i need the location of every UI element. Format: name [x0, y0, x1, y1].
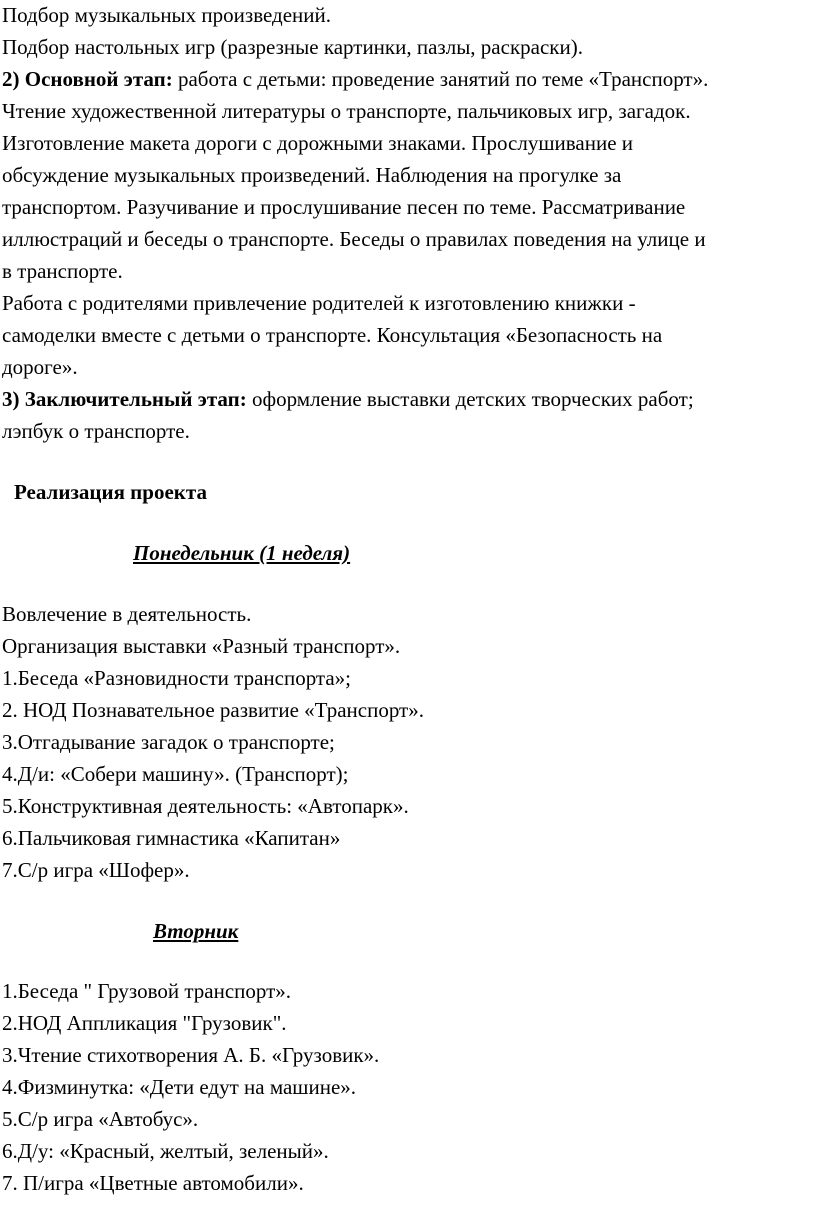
main-stage-first-line [2, 63, 708, 95]
tuesday-item: 6.Д/у: «Красный, желтый, зеленый». [2, 1139, 329, 1163]
monday-item: 4.Д/и: «Собери машину». (Транспорт); [2, 762, 349, 786]
main-stage-line: иллюстраций и беседы о транспорте. Беседы о правилах поведения на улице и [2, 227, 706, 251]
main-stage-line: в транспорте. [2, 259, 123, 283]
main-stage-line: Чтение художественной литературы о транспорте, пальчиковых игр, загадок. [2, 99, 691, 123]
tuesday-title: Вторник [153, 919, 239, 943]
monday-item: Вовлечение в деятельность. [2, 602, 252, 626]
monday-title: Понедельник (1 неделя) [133, 541, 351, 565]
monday-item: 2. НОД Познавательное развитие «Транспорт». [2, 698, 424, 722]
tuesday-item: 1.Беседа " Грузовой транспорт». [2, 979, 292, 1003]
monday-item: 1.Беседа «Разновидности транспорта»; [2, 666, 352, 690]
main-stage-line: Работа с родителями привлечение родителей к изготовлению книжки - [2, 291, 636, 315]
monday-item: 7.С/р игра «Шофер». [2, 858, 190, 882]
monday-item: Организация выставки «Разный транспорт». [2, 634, 401, 658]
monday-item: 3.Отгадывание загадок о транспорте; [2, 730, 335, 754]
main-stage-line: дороге». [2, 355, 78, 379]
main-stage-line: Изготовление макета дороги с дорожными знаками. Прослушивание и [2, 131, 634, 155]
final-stage-first-line [2, 383, 694, 415]
tuesday-item: 7. П/игра «Цветные автомобили». [2, 1171, 304, 1195]
monday-item: 6.Пальчиковая гимнастика «Капитан» [2, 826, 341, 850]
monday-item: 5.Конструктивная деятельность: «Автопарк». [2, 794, 409, 818]
final-stage-text: оформление выставки детских творческих работ; [246, 387, 694, 411]
final-stage-label: 3) Заключительный этап: [2, 387, 247, 411]
tuesday-item: 4.Физминутка: «Дети едут на машине». [2, 1075, 357, 1099]
prep-line: Подбор настольных игр (разрезные картинки, пазлы, раскраски). [2, 35, 583, 59]
main-stage-text: работа с детьми: проведение занятий по теме «Транспорт». [172, 67, 709, 91]
tuesday-item: 2.НОД Аппликация "Грузовик". [2, 1011, 287, 1035]
tuesday-item: 5.С/р игра «Автобус». [2, 1107, 199, 1131]
prep-line: Подбор музыкальных произведений. [2, 3, 331, 27]
main-stage-line: самоделки вместе с детьми о транспорте. Консультация «Безопасность на [2, 323, 663, 347]
tuesday-item: 3.Чтение стихотворения А. Б. «Грузовик». [2, 1043, 380, 1067]
final-stage-line: лэпбук о транспорте. [2, 419, 190, 443]
main-stage-label: 2) Основной этап: [2, 67, 173, 91]
section-title: Реализация проекта [14, 480, 207, 504]
main-stage-line: обсуждение музыкальных произведений. Наблюдения на прогулке за [2, 163, 622, 187]
main-stage-line: транспортом. Разучивание и прослушивание песен по теме. Рассматривание [2, 195, 686, 219]
